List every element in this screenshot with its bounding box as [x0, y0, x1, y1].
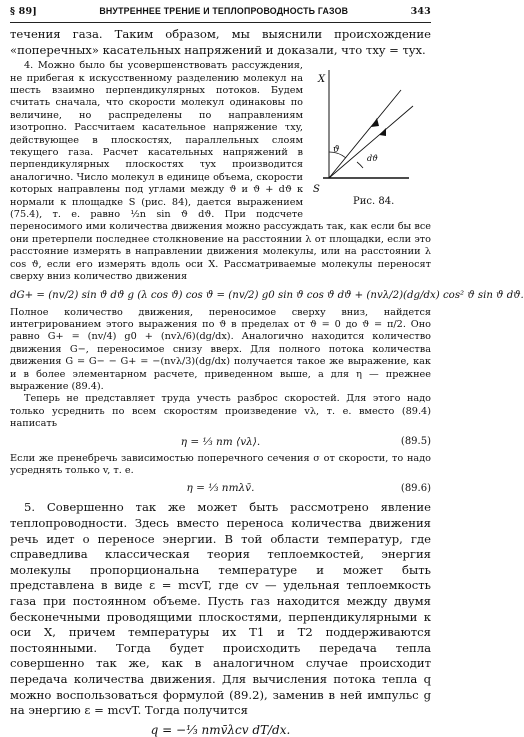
equation-89-5-body: η = ⅓ nm ⟨vλ⟩. — [180, 435, 261, 448]
page-number: 343 — [410, 6, 431, 17]
figure-84-drawing — [309, 60, 431, 195]
section-ref: § 89] — [10, 6, 37, 17]
equation-1: dG+ = (nv/2) sin ϑ dϑ g (λ cos ϑ) cos ϑ = (nv/2) g0 sin ϑ cos ϑ dϑ + (nvλ/2)(dg/dx) cos² ϑ sin ϑ dϑ. — [10, 289, 524, 301]
paragraph-4: Теперь не представляет труда учесть разброс скоростей. Для этого надо только усреднить по всем скоростям произведение vλ, т. е. вместо (89.4) написать — [10, 393, 431, 430]
label-s: S — [313, 184, 320, 196]
arrow-head-2 — [379, 128, 386, 136]
equation-89-6 — [10, 482, 431, 494]
paragraph-6: 5. Совершенно так же может быть рассмотрено явление теплопроводности. Здесь вместо переноса количества движения речь идет о переносе энергии. В той области температур, где справедлива классическая теория теплоемкостей, энергия молекулы пропорциональна температуре и может быть представлена в виде ε = mcvT, где cv — удельная теплоемкость газа при постоянном объеме. Пусть газ находится между двумя бесконечными проводящими плоскостями, перпендикулярными к оси X, причем температуры их T1 и T2 поддерживаются постоянными. Тогда будет происходить передача тепла совершенно так же, как в аналогичном случае происходит передача количества движения. Для вычисления потока тепла q можно воспользоваться формулой (89.2), заменив в ней импульс g на энергию ε = mcvT. Тогда получится — [10, 500, 431, 718]
equation-4: q = −⅓ nmv̄λcv dT/dx. — [150, 722, 291, 737]
dtheta-arc — [357, 162, 363, 168]
figure-caption: Рис. 84. — [353, 196, 395, 208]
label-dtheta: dϑ — [367, 154, 378, 164]
equation-89-6-body: η = ⅓ nmλv̄. — [186, 482, 255, 495]
equation-89-6-number: (89.6) — [400, 482, 431, 494]
paragraph-3: Полное количество движения, переносимое сверху вниз, найдется интегрированием этого выражения по ϑ в пределах от ϑ = 0 до ϑ = π/2. Оно равно G+ = (nv/4) g0 + (nvλ/6)(dg/dx). Аналогично находится количество движения G−, переносимое снизу вверх. Для полного потока количества движения G = G− − G+ = −(nvλ/3)(dg/dx) получается такое же выражение, как и в более элементарном расчете, приведенном выше, а для η — прежнее выражение (89.4). — [10, 306, 431, 392]
label-theta: ϑ — [333, 145, 340, 156]
paragraph-5: Если же пренебречь зависимостью поперечного сечения σ от скорости, то надо усреднять только v, т. е. — [10, 452, 431, 476]
paragraph-1: течения газа. Таким образом, мы выяснили происхождение «поперечных» касательных напряжений и доказали, что τxy = τyx. — [10, 27, 431, 57]
label-x: X — [318, 74, 326, 86]
paragraph-2: 4. Можно было бы усовершенствовать рассуждения, не прибегая к искусственному разделению молекул на шесть взаимно перпендикулярных потоков. Будем считать сначала, что скорости молекул одинаковы по величине, но распределены по направлениям изотропно. Рассчитаем касательное напряжение τxy, действующее в плоскостях, параллельных слоям текущего газа. Расчет касательных напряжений в перпендикулярных плоскостях τyx производится аналогично. Число молекул в единице объема, скорости которых направлены под углами между ϑ и ϑ + dϑ к нормали к площадке S (рис. 84), дается выражением (75.4), т. е. равно ½n sin ϑ dϑ. При подсчете переносимого ими количества движения можно рассуждать так, как если бы все они претерпели последнее столкновение на расстоянии λ от площадки, если это расстояние измерять в направлении движения молекулы, или на расстоянии λ cos ϑ, если его измерять вдоль оси X. Рассматриваемые молекулы переносят сверху вниз количество движения — [10, 60, 431, 283]
ray-line-2 — [329, 106, 413, 178]
ray-line-1 — [329, 90, 401, 178]
arrow-head-1 — [371, 118, 379, 127]
page-header — [10, 6, 431, 20]
figure-84 — [309, 60, 431, 215]
header-rule — [10, 22, 431, 23]
equation-89-5-number: (89.5) — [400, 436, 431, 448]
equation-89-5 — [10, 436, 431, 448]
running-title: ВНУТРЕННЕЕ ТРЕНИЕ И ТЕПЛОПРОВОДНОСТЬ ГАЗОВ — [99, 6, 349, 16]
